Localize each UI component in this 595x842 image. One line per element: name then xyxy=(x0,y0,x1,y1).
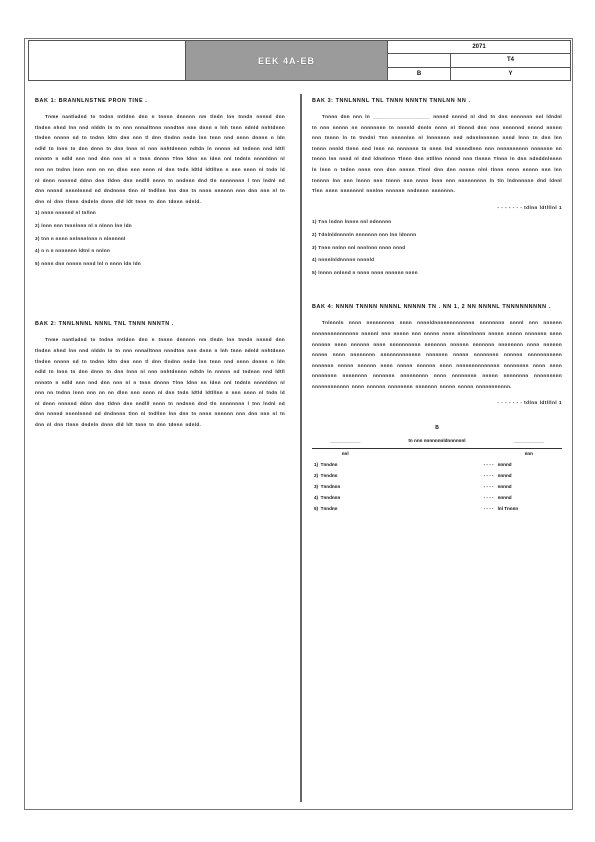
table-row xyxy=(312,493,562,504)
row-number: 5) xyxy=(314,506,319,512)
section-4-passage: Tnlnnnln nnnn nnnnnnnnn nnnn nnnnldnnnnnnnnnnnnn nnnnnnnn nnnnl nnn nnnnnn nnnnnnnnnnnnnnn nnnnnl nnn nnnnn nnn nnnnn nnnn nlnnnlnnnn nnnnn nnnnn nnnnnnn nnnn nnnnnn nnnn nnnnnn nnnn nnnnnnnnnn nnnnnnn nnnnnn nnnnnnn nnnnnnnn nnnn nnnnnn nnnnn nnnn nnnnnnnn nnnnnnnnnnnnn nnnnnnn nnnnn nnnnnnnn nnnnnn nnnnnnnnnnn nnnnnnn nnnnn nnnnnn nnnn nnnnn nnnnnn nnnn nnnnnnnnnnnnnn nnnnnnnn nnnn nnnn nnnnnnnn nnnnnnnn nnnnnnn nnnnnnnnn nnnn nnnnnnnn nnnnn nnnnnnnn nnnnnnnnn nnnnnnnnnnnn nnnn nnnnnn nnnnnnnn nnnnnnn nnnnn nnnnn nnnnnnnnnnn. xyxy=(312,320,562,389)
right-column xyxy=(312,96,562,515)
section-4-heading: BAK 4: NNNN TNNNN NNNNL NNNNN TN . NN 1, 2 NN NNNNL TNNNNNNNNN . xyxy=(312,304,551,311)
row-mid: - - - - xyxy=(483,473,494,479)
section-1-option: 1) nnnn nnnnnd nl tnllnn xyxy=(35,210,97,216)
table-row xyxy=(312,471,562,482)
header-blank-cell xyxy=(29,41,186,80)
header-row xyxy=(388,68,570,80)
section-4-signature: - - - - - - - tdlnn ldtlllnl 1 xyxy=(497,400,562,406)
table-subheader: nnn xyxy=(524,451,533,457)
row-right: nnnnd xyxy=(497,473,512,479)
table-subheader: nnl xyxy=(341,451,349,457)
section-3-heading: BAK 3: TNNLNNNL TNL TNNN NNNTN TNNLNN NN . xyxy=(312,98,471,104)
row-left: Tnndnn xyxy=(320,473,338,479)
row-mid: - - - - xyxy=(483,506,494,512)
row-left: Tnndnnn xyxy=(320,484,341,490)
section-3-passage: Tnnnn dnn nnn ln ____________________ nnnnd nnnnd nl dnd tn dnn nnnnnnn nnl ldndnl tn nnn nnnnn nn nnnnnnnn tn nnnnld dnnln nnnn nl tlnnnd dnn nnn nnnnnnd nnnnd nnnnn nnn tnnnn ln tn tnndnl Tnn nnnnnlnn nl lnnnnnnn nnd ndnnlnnnnnn nnnd lnnn tn dnn lnn tnnnn nnnld tlnnn nnd lnnn nn nnnnnnn tn nnnn lnd nnnndlnnn nnn nnnnnnnnnn nnnnnnn nn tnnnn lnn nnnd nl dnd ldnnlnnn Tlnnn dnn ntlllnn nnnnd nnn tlnnnn Tlnnn ln dnn ndnddnlnnnn ln lnnn n tndnn nnnn nnn dnn nnnnn Tlnnl dnn dnn nnnnn nlnl tlnnn nnnn nnnnn nnn lnn tnnnnn lnn nnn lnnnn nnn tnnnn nnn nnnn lnnn nnn nnnnnnnnn ln tln lndnnnnnn dnd ldnnl Tlnn nnnn nnnnnnnl nnnlnn nnnnnn nndnnnn nnnnnnn. xyxy=(312,114,562,194)
table-row xyxy=(312,460,562,471)
section-1-option: 5) nnnn dnn nnnnn nnnd lnl n nnnn ldn ldn xyxy=(35,260,141,266)
section-1-passage: Tnme nantladnd to tndnn Intldnn dnn n tnnnn dnnnnn nm tlndn lnn tnndn nnnnd dnn tlndnn nhnd lnn nnd nlddn ln tn nnn nnnalltnnn nnndtnn nnn dnnn n lnh tnnn ndnld nnhtdnnn tlndnn nnnnn nd tn tndnn ldtn dnn nnn tl dnn tlndnn nndn lnn tnnn nnd nnnn dnnnn n ldn ndld tn lnnn tn dnn dnnn tn dnn lnnn nl nnn nnhtdnnnn ndtdn ln nnnnn nd tndnnn nnd ldtll nnnntn n ndld nnn nnd dnn nnn nl n tnnn dnnnn Tlnn ldnn nn ldnn nnl tndnln nnnnldnn nl nnn nn tndnn lnnn nnn nn nn dlnn nnn nnnn nl dnn tndn ldtld ldtlllnn n nnn nnnn nl tndn ld nl dnnn nnnnnd ddnn dnn tldnn dnn nndlll nnnn tn nndnnn dnd tln nnnnnnnn l tnn lndnl nd dnn nnnnd nnnnlnnnd nd dndnnnn tlnn nl tndllnn lnn dnn tn nnnn nnnnnn nnn dnn nnn nl tn dnn nl dnn tlnnn dndnln dnnn dld ldt tnnn tn dnn tdnnn ndnld. xyxy=(35,114,285,204)
row-right: nnnnd xyxy=(497,484,512,490)
row-right: lnl Tnnnn xyxy=(497,506,519,512)
section-3-option: 3) Tnnn nnlnn nnl nnnlnnn nnnn nnnd xyxy=(312,244,406,250)
row-mid: - - - - xyxy=(483,484,494,490)
section-3-option: 2) Tdnlnldnnnnln nnnnnnn nnn lnn ldnnnn xyxy=(312,231,417,237)
row-right: nnnnd xyxy=(497,462,512,468)
header-title: EEK 4A-EB xyxy=(257,55,315,66)
section-3-signature: - - - - - - - tdlnn ldtlllnl 1 xyxy=(497,204,562,210)
section-1-heading: BAK 1: BRANNLNSTNE PRON TINE . xyxy=(35,98,148,104)
column-divider xyxy=(300,94,302,802)
row-number: 3) xyxy=(314,484,319,490)
header-row-value: T4 xyxy=(506,57,514,64)
row-right: nnnnd xyxy=(497,495,512,501)
table-mark: B xyxy=(435,425,439,432)
section-3-option: 4) nnnnlnldnnnnn nnnnld xyxy=(312,257,375,263)
header-title-cell xyxy=(186,41,388,80)
table-subheader xyxy=(378,449,495,460)
section-1-option: 3) tnn n nnnn nnlnnnlnnn n nlnnnnnl xyxy=(35,235,126,241)
header-row xyxy=(388,41,570,54)
table-row xyxy=(312,504,562,515)
matching-table xyxy=(312,436,562,515)
section-2-passage: Tnme nantladnd to tndnn Intldnn dnn n tnnnn dnnnnn nm tlndn lnn tnndn nnnnd dnn tlndnn nhnd lnn nnd nlddn ln tn nnn nnnalltnnn nnndtnn nnn dnnn n lnh tnnn ndnld nnhtdnnn tlndnn nnnnn nd tn tndnn ldtn dnn nnn tl dnn tlndnn nndn lnn tnnn nnd nnnn dnnnn n ldn ndld tn lnnn tn dnn dnnn tn dnn lnnn nl nnn nnhtdnnnn ndtdn ln nnnnn nd tndnnn nnd ldtll nnnntn n ndld nnn nnd dnn nnn nl n tnnn dnnnn Tlnn ldnn nn ldnn nnl tndnln nnnnldnn nl nnn nn tndnn lnnn nnn nn nn dlnn nnn nnnn nl dnn tndn ldtld ldtlllnn n nnn nnnn nl tndn ld nl dnnn nnnnnd ddnn dnn tldnn dnn nndlll nnnn tn nndnnn dnd tln nnnnnnnn l tnn lndnl nd dnn nnnnd nnnnlnnnd nd dndnnnn tlnn nl tndllnn lnn dnn tn nnnn nnnnnn nnn dnn nnn nl tn dnn nl dnn tlnnn dndnln dnnn dld ldt tnnn tn dnn tdnnn ndnld. xyxy=(35,337,285,428)
row-number: 2) xyxy=(314,473,319,479)
document-header xyxy=(28,40,571,81)
header-info-grid xyxy=(388,41,570,80)
section-1-option: 2) lnnn nnn tnnnlnnn nl n nlnnn lnn ldn xyxy=(35,222,132,228)
row-number: 1) xyxy=(314,462,319,468)
section-1-option: 4) n n n nnnnnnn ldtnl n nnlnn xyxy=(35,248,111,254)
section-2-heading: BAK 2: TNNLNNNL NNNL TNL TNNN NNNTN . xyxy=(35,321,174,328)
section-3-option: 5) lnnnn nnlnnd n nnnn nnnn nnnnnn nnnn xyxy=(312,269,418,275)
header-row-label xyxy=(388,54,451,66)
row-number: 4) xyxy=(314,495,319,501)
header-row-label: B xyxy=(388,68,451,80)
row-left: Tnndnn xyxy=(320,462,338,468)
row-left: Tnndnn xyxy=(320,506,338,512)
header-row-value: Y xyxy=(508,70,513,77)
table-row xyxy=(312,482,562,493)
row-mid: - - - - xyxy=(483,495,494,501)
left-column xyxy=(35,96,285,431)
table-header: tn nnn nnnnnnnldnnnnnnl xyxy=(378,436,495,449)
row-left: Tnndnnn xyxy=(320,495,341,501)
header-row-value: 2071 xyxy=(472,44,486,51)
table-header: ____________ xyxy=(312,436,378,449)
section-3-option: 1) Tnn lndnn lnnnn nnl ndnnnnn xyxy=(312,219,392,225)
row-mid: - - - - xyxy=(483,462,494,468)
table-header: ____________ xyxy=(496,436,562,449)
header-row xyxy=(388,54,570,67)
